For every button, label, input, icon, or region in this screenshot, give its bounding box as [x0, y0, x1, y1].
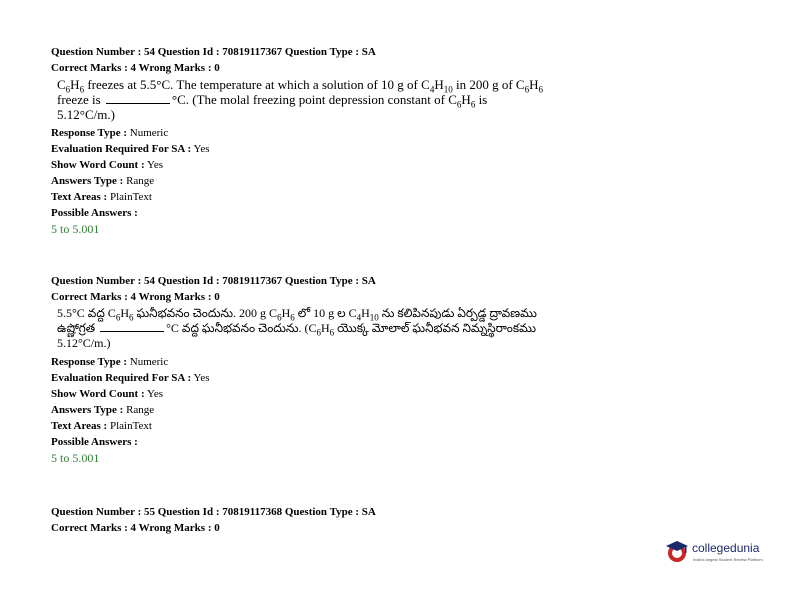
possible-answer-value: 5 to 5.001 — [51, 451, 100, 465]
field-evaluation-required: Evaluation Required For SA : Yes — [51, 143, 210, 155]
field-evaluation-required: Evaluation Required For SA : Yes — [51, 372, 210, 384]
question-header: Question Number : 55 Question Id : 70819117368 Question Type : SA — [51, 506, 376, 518]
answer-blank — [100, 321, 164, 332]
field-possible-answers: Possible Answers : — [51, 207, 138, 219]
question-block-1 — [51, 44, 751, 238]
question-header: Question Number : 54 Question Id : 70819117367 Question Type : SA — [51, 275, 376, 287]
field-answers-type: Answers Type : Range — [51, 175, 155, 187]
collegedunia-logo — [664, 538, 768, 568]
possible-answer-value: 5 to 5.001 — [51, 222, 100, 236]
logo-tagline: India's largest Student Review Platform — [693, 557, 763, 562]
field-show-word-count: Show Word Count : Yes — [51, 159, 163, 171]
field-text-areas: Text Areas : PlainText — [51, 191, 152, 203]
question-text: 5.5°C వద్ద $C_6H_6$ ఘనీభవనం చెందును. 200 g $C_6H_6$ లో 10 g ల $C_4H_{10}$ ను కలిపినపుడు ఏర్పడ్డ ద్రావణము ఉష్ణోగ్రత °C వద్ద ఘనీభవనం చెందును. ($C_6H_6$ యొక్క మోలాల్ ఘనీభవన నిమ్నస్థిరాంకము 5.12°C/m.) — [57, 306, 537, 350]
question-block-3 — [51, 504, 751, 536]
question-marks: Correct Marks : 4 Wrong Marks : 0 — [51, 291, 220, 303]
field-response-type: Response Type : Numeric — [51, 127, 169, 139]
field-show-word-count: Show Word Count : Yes — [51, 388, 163, 400]
question-marks: Correct Marks : 4 Wrong Marks : 0 — [51, 62, 220, 74]
field-possible-answers: Possible Answers : — [51, 436, 138, 448]
question-text: $C_6H_6$ freezes at 5.5°C. The temperature at which a solution of 10 g of $C_4H_{10}$ in 200 g of $C_6H_6$ freeze is °C. (The molal freezing point depression constant of $C_6H_6$ is 5.12°C/m.) — [57, 77, 543, 122]
field-response-type: Response Type : Numeric — [51, 356, 169, 368]
field-answers-type: Answers Type : Range — [51, 404, 155, 416]
question-block-2 — [51, 273, 751, 467]
field-text-areas: Text Areas : PlainText — [51, 420, 152, 432]
logo-wordmark: collegedunia — [692, 541, 760, 555]
question-marks: Correct Marks : 4 Wrong Marks : 0 — [51, 522, 220, 534]
answer-blank — [106, 93, 170, 104]
graduation-cap-icon — [664, 538, 690, 564]
question-header: Question Number : 54 Question Id : 70819117367 Question Type : SA — [51, 46, 376, 58]
